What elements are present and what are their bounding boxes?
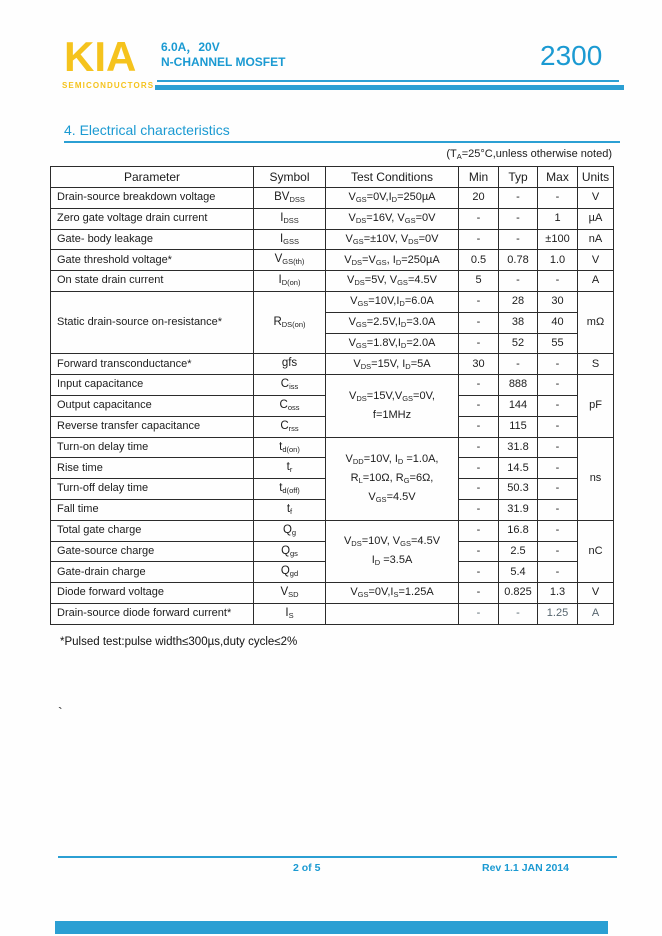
symbol-cell: $t_f$ [254, 499, 326, 520]
min-cell: - [459, 541, 499, 562]
typ-cell: 28 [499, 291, 538, 312]
parameter-cell: Zero gate voltage drain current [51, 208, 254, 229]
header-rule-thin [157, 80, 619, 82]
typ-cell: 2.5 [499, 541, 538, 562]
conditions-cell: $V_{DS}=15V,V_{GS}=0V$, f=1MHz [326, 375, 459, 437]
brand-logo: KIA [64, 33, 137, 80]
parameter-cell: Forward transconductance* [51, 354, 254, 375]
symbol-cell: $t_{d(off)}$ [254, 479, 326, 500]
conditions-cell: $V_{DS}=5V$, $V_{GS}=4.5V$ [326, 271, 459, 292]
typ-cell: 888 [499, 375, 538, 396]
revision-label: Rev 1.1 JAN 2014 [482, 862, 569, 874]
bottom-accent-bar [55, 921, 608, 934]
min-cell: - [459, 208, 499, 229]
table-row [51, 583, 614, 604]
min-cell: - [459, 416, 499, 437]
table-row [51, 250, 614, 271]
max-cell: - [538, 188, 578, 209]
device-type: N-CHANNEL MOSFET [161, 55, 286, 69]
min-cell: - [459, 562, 499, 583]
max-cell: - [538, 416, 578, 437]
footer-rule [58, 856, 617, 858]
max-cell: - [538, 562, 578, 583]
typ-cell: 31.8 [499, 437, 538, 458]
table-row [51, 437, 614, 458]
max-cell: 1.25 [538, 603, 578, 624]
min-cell: - [459, 229, 499, 250]
min-cell: - [459, 312, 499, 333]
typ-cell: 16.8 [499, 520, 538, 541]
units-cell: nC [578, 520, 614, 582]
table-row [51, 229, 614, 250]
parameter-cell: Output capacitance [51, 395, 254, 416]
table-row [51, 271, 614, 292]
column-header-units: Units [578, 167, 614, 188]
min-cell: - [459, 603, 499, 624]
typ-cell: 31.9 [499, 499, 538, 520]
parameter-cell: Drain-source diode forward current* [51, 603, 254, 624]
table-header-row [51, 167, 614, 188]
symbol-cell: $t_{d(on)}$ [254, 437, 326, 458]
max-cell: - [538, 499, 578, 520]
symbol-cell: $t_r$ [254, 458, 326, 479]
symbol-cell: $V_{GS(th)}$ [254, 250, 326, 271]
column-header-max: Max [538, 167, 578, 188]
max-cell: 30 [538, 291, 578, 312]
pulsed-test-footnote: *Pulsed test:pulse width≤300µs,duty cycle≤2% [60, 636, 298, 648]
max-cell: - [538, 354, 578, 375]
parameter-cell: Turn-off delay time [51, 479, 254, 500]
typ-cell: 0.78 [499, 250, 538, 271]
symbol-cell: $V_{SD}$ [254, 583, 326, 604]
table-condition-note: ($T_A=25^\circ C,unless$ otherwise noted) [446, 148, 612, 161]
typ-cell: - [499, 229, 538, 250]
parameter-cell: Diode forward voltage [51, 583, 254, 604]
symbol-cell: gfs [254, 354, 326, 375]
section-title-text: 4. Electrical characteristics [64, 122, 230, 138]
table-row [51, 208, 614, 229]
units-cell: ns [578, 437, 614, 520]
symbol-cell: $I_{DSS}$ [254, 208, 326, 229]
section-title [64, 122, 620, 143]
column-header-parameter: Parameter [51, 167, 254, 188]
max-cell: - [538, 520, 578, 541]
max-cell: 1.0 [538, 250, 578, 271]
typ-cell: - [499, 208, 538, 229]
conditions-cell: $V_{DS}=V_{GS}$, $I_D=250\mu A$ [326, 250, 459, 271]
parameter-cell: On state drain current [51, 271, 254, 292]
parameter-cell: Reverse transfer capacitance [51, 416, 254, 437]
max-cell: 1 [538, 208, 578, 229]
symbol-cell: $Q_{gd}$ [254, 562, 326, 583]
units-cell: A [578, 271, 614, 292]
page-number: 2 of 5 [293, 862, 321, 874]
units-cell: V [578, 250, 614, 271]
typ-cell: 0.825 [499, 583, 538, 604]
table-row [51, 354, 614, 375]
min-cell: - [459, 375, 499, 396]
units-cell: S [578, 354, 614, 375]
table-row [51, 188, 614, 209]
max-cell: 40 [538, 312, 578, 333]
parameter-cell: Gate-drain charge [51, 562, 254, 583]
conditions-cell: $V_{GS}=2.5V,I_D=3.0A$ [326, 312, 459, 333]
typ-cell: - [499, 603, 538, 624]
device-rating: 6.0A，20V [161, 40, 220, 54]
symbol-cell: $R_{DS(on)}$ [254, 291, 326, 353]
units-cell: A [578, 603, 614, 624]
column-header-test-conditions: Test Conditions [326, 167, 459, 188]
max-cell: - [538, 271, 578, 292]
min-cell: 20 [459, 188, 499, 209]
conditions-cell [326, 603, 459, 624]
max-cell: - [538, 395, 578, 416]
min-cell: 5 [459, 271, 499, 292]
typ-cell: 5.4 [499, 562, 538, 583]
symbol-cell: $C_{oss}$ [254, 395, 326, 416]
conditions-cell: $V_{DD}=10V$, $I_D =1.0A$, $R_L=10\Omega$, $R_G=6\Omega$, $V_{GS}=4.5V$ [326, 437, 459, 520]
column-header-symbol: Symbol [254, 167, 326, 188]
brand-logo-subtitle: SEMICONDUCTORS [62, 81, 155, 90]
min-cell: 0.5 [459, 250, 499, 271]
max-cell: 1.3 [538, 583, 578, 604]
typ-cell: 144 [499, 395, 538, 416]
max-cell: - [538, 479, 578, 500]
parameter-cell: Turn-on delay time [51, 437, 254, 458]
conditions-cell: $V_{GS}=1.8V,I_D=2.0A$ [326, 333, 459, 354]
typ-cell: 50.3 [499, 479, 538, 500]
min-cell: - [459, 520, 499, 541]
parameter-cell: Input capacitance [51, 375, 254, 396]
units-cell: nA [578, 229, 614, 250]
typ-cell: - [499, 188, 538, 209]
typ-cell: 38 [499, 312, 538, 333]
table-row [51, 375, 614, 396]
min-cell: - [459, 499, 499, 520]
parameter-cell: Rise time [51, 458, 254, 479]
parameter-cell: Gate-source charge [51, 541, 254, 562]
typ-cell: - [499, 354, 538, 375]
parameter-cell: Drain-source breakdown voltage [51, 188, 254, 209]
min-cell: - [459, 395, 499, 416]
typ-cell: 115 [499, 416, 538, 437]
conditions-cell: $V_{DS}=10V$, $V_{GS}=4.5V$ $I_D =3.5A$ [326, 520, 459, 582]
typ-cell: 14.5 [499, 458, 538, 479]
parameter-cell: Static drain-source on-resistance* [51, 291, 254, 353]
electrical-characteristics-table [50, 166, 614, 625]
conditions-cell: $V_{GS}=0V,I_D=250\mu A$ [326, 188, 459, 209]
min-cell: 30 [459, 354, 499, 375]
typ-cell: - [499, 271, 538, 292]
parameter-cell: Gate- body leakage [51, 229, 254, 250]
parameter-cell: Gate threshold voltage* [51, 250, 254, 271]
units-cell: pF [578, 375, 614, 437]
conditions-cell: $V_{GS}=0V,I_S=1.25A$ [326, 583, 459, 604]
conditions-cell: $V_{GS}=10V,I_D=6.0A$ [326, 291, 459, 312]
column-header-typ: Typ [499, 167, 538, 188]
max-cell: - [538, 437, 578, 458]
symbol-cell: $I_S$ [254, 603, 326, 624]
table-row [51, 520, 614, 541]
symbol-cell: $I_{GSS}$ [254, 229, 326, 250]
table-row [51, 603, 614, 624]
max-cell: - [538, 458, 578, 479]
units-cell: V [578, 583, 614, 604]
max-cell: ±100 [538, 229, 578, 250]
parameter-cell: Fall time [51, 499, 254, 520]
parameter-cell: Total gate charge [51, 520, 254, 541]
units-cell: µA [578, 208, 614, 229]
max-cell: 55 [538, 333, 578, 354]
min-cell: - [459, 437, 499, 458]
units-cell: mΩ [578, 291, 614, 353]
typ-cell: 52 [499, 333, 538, 354]
min-cell: - [459, 479, 499, 500]
symbol-cell: $I_{D(on)}$ [254, 271, 326, 292]
min-cell: - [459, 333, 499, 354]
max-cell: - [538, 541, 578, 562]
min-cell: - [459, 291, 499, 312]
column-header-min: Min [459, 167, 499, 188]
symbol-cell: $BV_{DSS}$ [254, 188, 326, 209]
stray-mark: ` [58, 704, 63, 720]
header-rule-thick [155, 85, 624, 90]
min-cell: - [459, 583, 499, 604]
symbol-cell: $C_{rss}$ [254, 416, 326, 437]
symbol-cell: $Q_{gs}$ [254, 541, 326, 562]
symbol-cell: $C_{iss}$ [254, 375, 326, 396]
conditions-cell: $V_{DS}=16V$, $V_{GS}=0V$ [326, 208, 459, 229]
min-cell: - [459, 458, 499, 479]
part-number: 2300 [540, 40, 603, 71]
max-cell: - [538, 375, 578, 396]
table-row [51, 291, 614, 312]
conditions-cell: $V_{DS}=15V$, $I_D=5A$ [326, 354, 459, 375]
conditions-cell: $V_{GS}=\pm 10V$, $V_{DS}=0V$ [326, 229, 459, 250]
symbol-cell: $Q_g$ [254, 520, 326, 541]
units-cell: V [578, 188, 614, 209]
